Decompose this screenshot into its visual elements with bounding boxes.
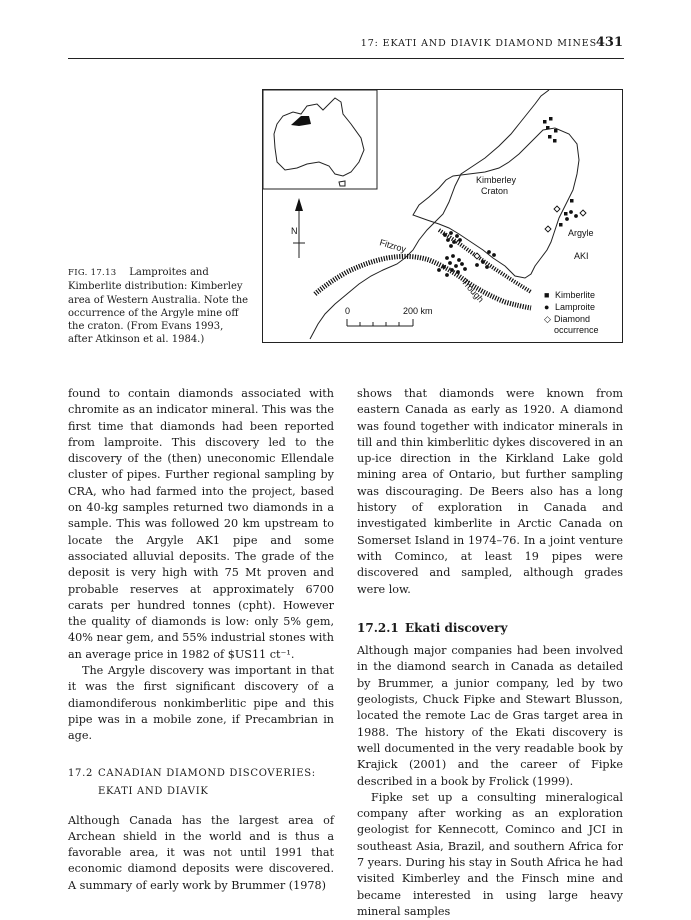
lamproite-marker	[446, 238, 450, 242]
trough-label: Trough	[459, 276, 486, 305]
lamproite-marker	[449, 244, 453, 248]
lamproite-marker	[450, 268, 454, 272]
lamproite-marker	[492, 253, 496, 257]
subsection-title: Ekati discovery	[405, 620, 508, 635]
lamproite-marker	[452, 240, 456, 244]
argyle-label: Argyle	[568, 228, 594, 238]
fitzroy-label: Fitzroy	[378, 237, 408, 255]
kimberley-region-highlight	[291, 116, 311, 126]
lamproite-marker	[569, 210, 573, 214]
north-label: N	[291, 226, 298, 236]
coastline	[310, 90, 549, 339]
scale-zero-label: 0	[345, 306, 351, 316]
legend-symbol: ◇	[544, 314, 551, 324]
figure-caption	[68, 266, 250, 347]
lamproite-marker	[445, 273, 449, 277]
header-rule	[68, 58, 624, 59]
lamproite-marker	[565, 217, 569, 221]
paragraph: Although major companies had been involved in the diamond search in Canada as detailed by Brummer, a junior company, led by two geologists, Chuck Fipke and Stewart Blusson, located the remote Lac de Gras target area in 1988. The history of the Ekati discovery is well documented in the very readable book by Krajick (2001) and the career of Fipke described in a book by Frolick (1999).	[357, 644, 623, 788]
kimberlite-marker	[546, 126, 550, 130]
kimberley-map	[263, 90, 624, 344]
lamproite-marker	[451, 254, 455, 258]
paragraph: Fipke set up a consulting mineralogical company after working as an exploration geologist for Kennecott, Cominco and JCI in southeast Asia, Brazil, and southern Africa for 7 years. During his stay in South Africa he had visited Kimberley and the Finsch mine and became interested in using large heavy mineral samples	[357, 790, 623, 918]
lamproite-marker	[442, 265, 446, 269]
running-head: 17: EKATI AND DIAVIK DIAMOND MINES	[360, 38, 597, 49]
lamproite-marker	[445, 256, 449, 260]
legend-symbol: ●	[544, 302, 550, 312]
lamproite-marker	[481, 260, 485, 264]
paragraph: shows that diamonds were known from eastern Canada as early as 1920. A diamond was found together with indicator minerals in till and thin kimberlitic dykes discovered in an up-ice direction in the Kirkland Lake gold mining area of Ontario, but further sampling was discouraging. De Beers also has a long history of exploration in Canada and investigated kimberlite in Arctic Canada on Somerset Island in 1974–76. In a joint venture with Cominco, at least 19 pipes were discovered and sampled, although grades were low.	[357, 387, 623, 596]
lamproite-marker	[485, 265, 489, 269]
kimberlite-marker	[549, 117, 553, 121]
kimberlite-marker	[548, 135, 552, 139]
legend-label-lamproite: Lamproite	[555, 302, 596, 312]
section-heading	[68, 765, 334, 801]
craton-label-line2: Craton	[481, 186, 509, 196]
diamond-marker	[580, 210, 586, 216]
lamproite-marker	[448, 261, 452, 265]
lamproite-marker	[456, 270, 460, 274]
figure-label: FIG. 17.13	[68, 268, 117, 278]
kimberlite-marker	[564, 212, 568, 216]
scale-distance-label: 200 km	[403, 306, 433, 316]
paragraph: found to contain diamonds associated with chromite as an indicator mineral. This was the first time that diamonds had been reported from lamproite. This discovery led to the discovery of the (then) uneconomic Ellendale cluster of pipes. Further regional sampling by CRA, who had farmed into the project, based on 40-kg samples returned two diamonds in a sample. This was followed 20 km upstream to locate the Argyle AK1 pipe and some associated alluvial deposits. The grade of the deposit is very high with 75 Mt proven and probable reserves at approximately 6700 carats per hundred tonnes (cpht). However the quality of diamonds is low: only 5% gem, 40% near gem, and 55% industrial stones with an average price in 1982 of $US11 ct⁻¹.	[68, 387, 334, 661]
paragraph: Although Canada has the largest area of Archean shield in the world and is thus a favorable area, it was not until 1991 that economic diamond deposits were discovered. A summary of early work by Brummer (1978)	[68, 813, 334, 892]
inset-frame	[263, 90, 377, 189]
right-column	[357, 386, 623, 920]
legend-symbol: ■	[544, 290, 550, 300]
legend-label-diamond	[554, 314, 622, 342]
lamproite-marker	[487, 250, 491, 254]
craton-boundary	[413, 128, 579, 278]
legend-label-kimberlite: Kimberlite	[555, 290, 596, 300]
tasmania-outline	[339, 181, 345, 186]
kimberlite-marker	[570, 199, 574, 203]
kimberlite-marker	[554, 129, 558, 133]
subsection-heading	[357, 620, 623, 636]
figure-caption-text: Lamproites and Kimberlite distribution: Kimberley area of Western Australia. Note the occurrence of the Argyle mine off the craton. (From Evans 1993, after Atkinson et al. 1984.)	[68, 267, 249, 346]
left-column	[68, 386, 334, 894]
lamproite-marker	[463, 267, 467, 271]
figure-map	[262, 89, 623, 343]
section-number: 17.2	[68, 767, 94, 779]
australia-outline	[274, 98, 364, 176]
legend-label-diamond-occurrence: Diamond occurrence	[554, 314, 599, 335]
lamproite-marker	[454, 264, 458, 268]
craton-label-line1: Kimberley	[476, 175, 517, 185]
kimberlite-marker	[559, 223, 563, 227]
north-arrow-head	[295, 198, 303, 211]
scale-bar	[347, 319, 413, 326]
lamproite-marker	[455, 234, 459, 238]
legend	[544, 290, 622, 342]
page-header	[0, 36, 691, 56]
lamproite-marker	[475, 263, 479, 267]
fitzroy-trough-boundary-south	[315, 256, 531, 308]
section-title-line1: CANADIAN DIAMOND DISCOVERIES:	[98, 767, 316, 779]
diamond-marker	[554, 206, 560, 212]
section-title-line2: EKATI AND DIAVIK	[98, 785, 209, 797]
lamproite-marker	[460, 262, 464, 266]
page-number: 431	[595, 35, 623, 50]
diamond-marker	[474, 253, 480, 259]
aki-label: AKI	[574, 251, 589, 261]
lamproite-marker	[574, 214, 578, 218]
kimberlite-marker	[553, 139, 557, 143]
lamproite-marker	[443, 233, 447, 237]
lamproite-marker	[449, 231, 453, 235]
lamproite-marker	[437, 268, 441, 272]
subsection-number: 17.2.1	[357, 620, 399, 635]
lamproite-marker	[457, 258, 461, 262]
kimberlite-marker	[543, 120, 547, 124]
diamond-marker	[545, 226, 551, 232]
paragraph: The Argyle discovery was important in that it was the first significant discovery of a diamondiferous nonkimberlitic pipe and this pipe was in a mobile zone, if Precambrian in age.	[68, 664, 334, 743]
fitzroy-trough-boundary-north	[439, 230, 531, 292]
lamproite-marker	[458, 238, 462, 242]
